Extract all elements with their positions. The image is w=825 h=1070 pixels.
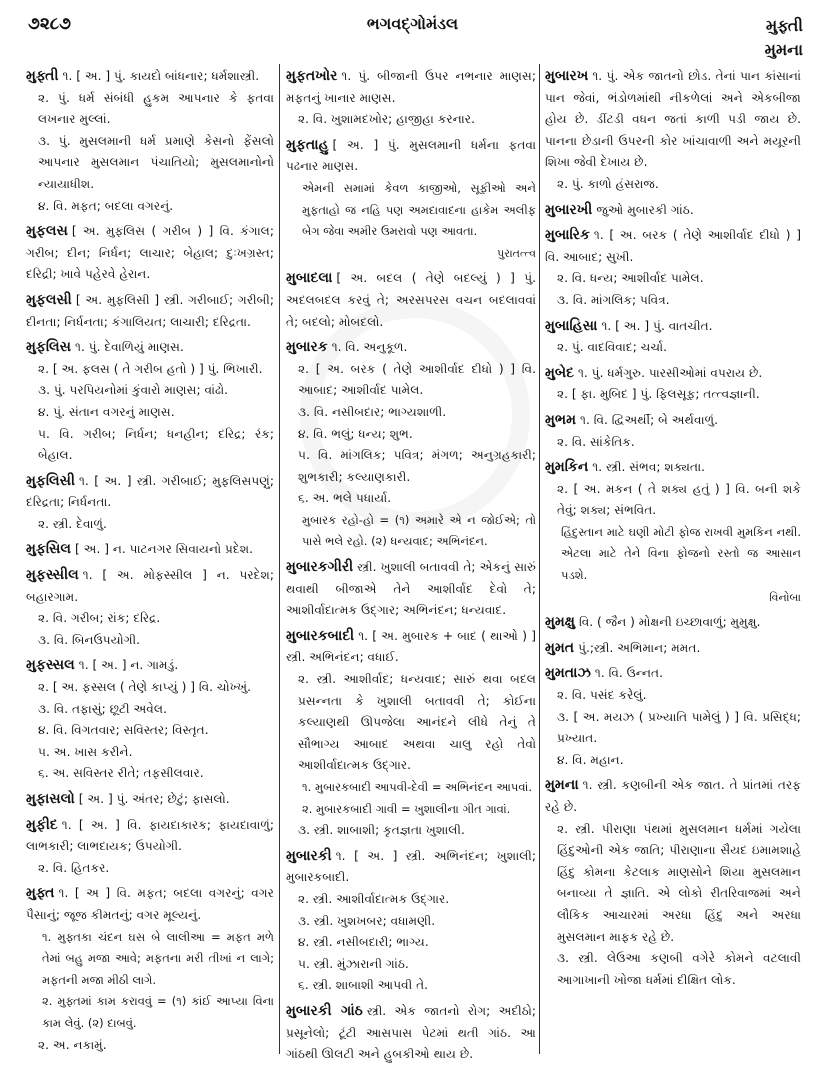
headword: મુબાદલા (286, 270, 333, 287)
entry-main (545, 638, 801, 660)
sense-line: ૪. વિ. વિગતવાર; સવિસ્તર; વિસ્તૃત. (38, 723, 209, 738)
definition: વિ. ( જૈન ) મોક્ષની ઇચ્છાવાળું; મુમુક્ષુ. (578, 615, 761, 630)
entry-main (26, 789, 274, 811)
dictionary-entry (26, 221, 274, 286)
headword: મુબારકી ગાંઠ (286, 1002, 363, 1019)
sense-line: ૩. [ અ. મયઝ ( પ્રખ્યાતિ પામેલું ) ] વિ. પ્રસિદ્ધ; પ્રખ્યાત. (557, 709, 801, 746)
entry-main (545, 663, 801, 685)
dictionary-entry (26, 539, 274, 561)
dictionary-entry (286, 1001, 536, 1066)
dictionary-entry (545, 612, 801, 634)
sense-line: ૬. અ. ભલે પધાર્યા. (298, 491, 392, 506)
definition: ૧. વિ. દ્વિઅર્થી; બે અર્થવાળું. (579, 412, 718, 427)
dictionary-entry (545, 200, 801, 222)
sense-line: ૩. સ્ત્રી. શાબાશી; કૃતજ્ઞતા ખુશાલી. (298, 823, 465, 838)
dictionary-entry (286, 557, 536, 622)
sense-line: ૨. વિ. ખુશામદખોર; હાજીહા કરનાર. (298, 112, 475, 127)
definition: ૧. પું. બીજાની ઉપર નભનાર માણસ; મફતનું ખાનાર માણસ. (286, 69, 536, 105)
usage-example: હિંદુસ્તાન માટે ઘણી મોટી ફોજ રાખવી મુમકિન નથી. એટલા માટે તેને વિના ફોજનો રસ્તો જ આસાન પડશે. (561, 524, 801, 583)
usage-example: એમની સમામાં કેવળ કાજીઓ, સૂફીઓ અને મુફતાહો જ નહિ પણ અમદાવાદના હાકેમ અલીફ બેગ જેવા અમીર ઉમરાવો પણ આવતા. (302, 180, 536, 239)
sense-line: ૩. પું. પરપિયનોમાં કુંવારો માણસ; વાંઢો. (38, 383, 229, 398)
dictionary-entry (545, 363, 801, 406)
usage-example: મુબારક રહો-હો = (૧) અમારે એ ન જોઈએ; તો પાસે ભલે રહો. (૨) ધન્યવાદ; અભિનંદન. (302, 512, 536, 549)
definition: [ અ. ] પું. મુસલમાની ધર્મના ફતવા પઢનાર માણસ. (286, 137, 536, 174)
definition: [ અ. ] પું. અંતર; છેટું; ફાસલો. (78, 792, 230, 806)
dictionary-entry (286, 846, 536, 997)
headword: મુફતખોર (286, 68, 338, 84)
guide-word-last: મુમના (764, 40, 803, 59)
entry-main (26, 66, 274, 88)
definition: પું.;સ્ત્રી. અભિમાન; મમત. (578, 640, 701, 655)
book-title: ભગવદ્ગોમંડલ (366, 14, 459, 33)
sense-line: ૩. સ્ત્રી. લેઉઆ કણબી વગેરે કોમને વટલાવી આગાખાની ખોજા ધર્મમાં દીક્ષિત લોક. (557, 951, 801, 987)
definition: ૧. [ અ. ] વિ. ફાયદાકારક; ફાયદાવાળું; લાભકારી; લાભદાયક; ઉપયોગી. (26, 817, 274, 854)
sense-line: ૨. [ અ. ફલસ ( તે ગરીબ હતો ) ] પું. ભિખારી. (38, 361, 263, 376)
column-2 (286, 66, 536, 1070)
definition: ૧. પું. દેવાળિયું માણસ. (74, 340, 184, 355)
headword: મુબેદ (545, 364, 574, 381)
sense-line: ૩. વિ. તફાસું; છૂટી અવેલ. (38, 701, 167, 716)
headword: મુમક્ષુ (545, 614, 575, 631)
definition: ૧. [ અ. મોફસ્સીલ ] ન. પરદેશ; બહારગામ. (26, 568, 274, 604)
headword: મુફીદ (26, 816, 58, 833)
entry-main (545, 457, 801, 479)
dictionary-entry (26, 471, 274, 536)
entry-main (26, 883, 274, 926)
guide-word-first: મુફ્તી (765, 16, 803, 35)
column-1 (26, 66, 274, 1060)
entry-main (26, 290, 274, 333)
definition: [ અ. મુફલિસી ] સ્ત્રી. ગરીબાઈ; ગરીબી; દીનતા; નિર્ધનતા; કંગાલિયત; લાચારી; દરિદ્રતા. (26, 292, 274, 329)
definition: ૧. પું. એક જાતનો છોડ. તેનાં પાન કાંસાનાં પાન જેવાં, ભંડોળમાંથી નીકળેલાં અને એકબીજા હોય છે. ડીંટડી વધન જતાં કાળી પડી જાય છે. પાનના છેડાની ઉપરની કોર ખાંચાવાળી અને મયૂરની શિખા જેવી દેખાય છે. (545, 69, 801, 170)
sense-line: ૨. સ્ત્રી. પીરાણા પંથમાં મુસલમાન ધર્મમાં ગયેલા હિંદુઓની એક જાતિ; પીરાણાના સૈયદ ઇમામશાહે હિંદુ કોમના કેટલાક માણસોને શિયા મુસલમાન બનાવ્યા તે જ્ઞાતિ. એ લોકો રીતરિવાજમાં અને લૌકિક આચારમાં અરધા હિંદુ અને અરધા મુસલમાન માફક રહે છે. (557, 821, 801, 944)
usage-example: ૧. મુફ્તકા ચંદન ઘસ બે લાલીઆ = મફત મળે તેમાં બહુ મજા આવે; મફતના મરી તીખાં ન લાગે; મફતની મજા મીઠી લાગે. (42, 929, 274, 987)
entry-main (286, 268, 536, 333)
headword: મુફસિલ (26, 541, 71, 558)
headword: મુબાહિસા (545, 317, 598, 334)
definition: [ અ. ] ન. પાટનગર સિવાયનો પ્રદેશ. (74, 542, 253, 557)
sense-line: ૩. વિ. માંગલિક; પવિત્ર. (557, 292, 670, 307)
dictionary-entry (545, 663, 801, 771)
definition: ૧. પું. ધર્મગુરુ. પારસીઓમાં વપરાય છે. (577, 365, 763, 380)
sense-line: ૨. [ અ. મકન ( તે શક્ય હતું ) ] વિ. બની શકે તેવું; શક્ય; સંભવિત. (557, 481, 801, 518)
headword: મુફતાહુ (286, 136, 329, 153)
definition: સ્ત્રી. ખુશાલી બતાવવી તે; એકનું સારું થવાથી બીજાએ તેને આશીર્વાદ દેવો તે; આશીર્વાદાત્મક ઉદ્ગાર; અભિનંદન; ધન્યવાદ. (286, 560, 536, 618)
entry-main (26, 471, 274, 514)
dictionary-entry (286, 135, 536, 265)
dictionary-entry (26, 66, 274, 217)
sense-line: ૩. સ્ત્રી. ખુશખબર; વધામણી. (298, 913, 436, 928)
sense-line: ૨. પું. ધર્મ સંબંધી હુકમ આપનાર કે ફતવા લખનાર મુલ્લાં. (38, 90, 274, 127)
sense-line: ૪. સ્ત્રી. નસીબદારી; ભાગ્ય. (298, 935, 429, 950)
dictionary-entry (545, 410, 801, 453)
headword: મુબારખ (545, 68, 589, 84)
definition: ૧. [ અ. ] સ્ત્રી. અભિનંદન; ખુશાલી; મુબારકબાદી. (286, 848, 536, 885)
dictionary-entry (286, 626, 536, 842)
entry-main (545, 775, 801, 818)
dictionary-entry (286, 66, 536, 131)
entry-main (545, 363, 801, 385)
dictionary-entry (26, 565, 274, 651)
headword: મુફલિસી (26, 472, 75, 489)
usage-example: ૨. મુબારકબાદી ગાવી = ખુશાલીના ગીત ગાવાં. (302, 801, 511, 816)
entry-main (26, 655, 274, 677)
entry-main (545, 410, 801, 432)
dictionary-entry (545, 225, 801, 311)
sense-line: ૨. [ અ. બરક ( તેણે આશીર્વાદ દીધો ) ] વિ. આબાદ; આશીર્વાદ પામેલ. (298, 361, 536, 398)
entry-main (26, 221, 274, 286)
definition: ૧. [ અ. ] પું. કાયદો બાંધનાર; ધર્મશાસ્ત્રી. (62, 69, 260, 83)
entry-main (286, 626, 536, 669)
dictionary-entry (545, 775, 801, 991)
sense-line: ૨. પું. વાદવિવાદ; ચર્ચા. (557, 340, 668, 355)
column-3 (545, 66, 801, 995)
entry-main (26, 565, 274, 608)
sense-line: ૨. સ્ત્રી. આશીર્વાદ; ધન્યવાદ; સારું થવા બદલ પ્રસન્નતા કે ખુશાલી બતાવવી તે; કોઈના કલ્યાણથી ઊપજેલા આનંદને લીધે તેનું તે સૌભાગ્ય આબાદ અથવા ચાલુ રહો તેવો આશીર્વાદાત્મક ઉદ્ગાર. (298, 672, 536, 773)
sense-line: ૪. વિ. ભલું; ધન્ય; શુભ. (298, 426, 413, 441)
headword: મુફસ્સલ (26, 657, 75, 674)
sense-line: ૨. વિ. હિતકર. (38, 860, 110, 875)
headword: મુબારકગીરી (286, 559, 354, 576)
citation-source: વિનોબા (769, 590, 801, 604)
entry-main (545, 200, 801, 222)
entry-main (286, 1001, 536, 1066)
definition: ૧. [ અ ] વિ. મફત; બદલા વગરનું; વગર પૈસાનું; જૂજ કીમતનું; વગર મૂલ્યનું. (26, 886, 274, 922)
definition: ૧. [ અ. ] સ્ત્રી. ગરીબાઈ; મુફલિસપણું; દરિદ્રતા; નિર્ધનતા. (26, 473, 274, 510)
sense-line: ૪. વિ. મફત; બદલા વગરનું. (38, 198, 174, 213)
sense-line: ૨. સ્ત્રી. દેવાળું. (38, 516, 107, 531)
sense-line: ૪. વિ. મહાન. (557, 752, 624, 767)
definition: [ અ. મુફલિસ ( ગરીબ ) ] વિ. કંગાલ; ગરીબ; દીન; નિર્ધન; લાચાર; બેહાલ; દુઃખગ્રસ્ત; દરિદ્રી; ખાવે પહેરવે હેરાન. (26, 224, 274, 282)
entry-main (286, 337, 536, 359)
entry-main (26, 337, 274, 359)
headword: મુબારકબાદી (286, 627, 355, 644)
entry-main (286, 135, 536, 178)
sense-line: ૨. અ. નકામું. (38, 1037, 107, 1052)
definition: [ અ. બદલ ( તેણે બદલ્યું ) ] પું. અદલબદલ કરવું તે; અરસપરસ વચન બદલાવવાં તે; બદલો; મોબદલો. (286, 271, 536, 329)
headword: મુફલસ (26, 223, 68, 240)
entry-main (286, 846, 536, 889)
citation-source: પુરાતત્ત્વ (497, 246, 536, 260)
sense-line: ૨. વિ. ગરીબ; રાંક; દરિદ્ર. (38, 611, 161, 626)
headword: મુબારકી (286, 847, 332, 864)
entry-main (545, 225, 801, 268)
guide-words (765, 14, 803, 62)
sense-line: ૬. અ. સવિસ્તર રીતે; તફસીલવાર. (38, 766, 204, 781)
column-divider (539, 64, 540, 1054)
dictionary-entry (26, 789, 274, 811)
headword: મુફ્ત (26, 885, 55, 902)
dictionary-entry (26, 290, 274, 333)
sense-line: ૩. વિ. નસીબદાર; ભાગ્યશાળી. (298, 404, 447, 419)
sense-line: ૫. સ્ત્રી. મુંઝારાની ગાંઠ. (298, 956, 409, 971)
sense-line: ૨. વિ. પસંદ કરેલું. (557, 688, 647, 703)
entry-main (545, 612, 801, 634)
sense-line: ૩. વિ. બિનઉપયોગી. (38, 632, 140, 647)
entry-main (26, 815, 274, 858)
definition: ૧. [ અ. ] પું. વાતચીત. (601, 318, 713, 333)
dictionary-entry (26, 883, 274, 1056)
definition: સ્ત્રી. એક જાતનો રોગ; અદીઠો; પ્રસૂનેલો; ટૂંટી આસપાસ પેટમાં થતી ગાંઠ. આ ગાંઠથી ઊલટી અને હુબકીઓ થાય છે. (286, 1003, 536, 1062)
dictionary-entry (286, 337, 536, 553)
usage-example: ૨. મુફ્તમાં કામ કરાવવું = (૧) કાંઈ આપ્યા વિના કામ લેવું. (૨) દાબવું. (42, 994, 274, 1030)
sense-line: ૫. અ. ખાસ કરીને. (38, 744, 133, 759)
definition: ૧. વિ. અનુકૂળ. (331, 340, 408, 355)
headword: મુફાસલો (26, 791, 75, 807)
headword: મુફલિસ (26, 339, 71, 356)
dictionary-entry (26, 337, 274, 467)
sense-line: ૪. પું. સંતાન વગરનું માણસ. (38, 404, 175, 419)
sense-line: ૬. સ્ત્રી. શાબાશી આપવી તે. (298, 978, 429, 993)
entry-main (26, 539, 274, 561)
headword: મુભમ (545, 411, 576, 428)
headword: મુબારખી (545, 201, 593, 218)
entry-main (286, 557, 536, 622)
dictionary-entry (545, 638, 801, 660)
definition: ૧. વિ. ઉન્નત. (594, 666, 664, 681)
dictionary-entry (545, 66, 801, 196)
sense-line: ૨. [ અ. ફસ્સલ ( તેણે કાપ્યું ) ] વિ. ચોખ્ખું. (38, 680, 252, 695)
definition: ૧. સ્ત્રી. કણબીની એક જાત. તે પ્રાંતમાં તરફ રહે છે. (545, 778, 801, 814)
definition: ૧. [ અ. બરક ( તેણે આશીર્વાદ દીધો ) ] વિ. આબાદ; સુખી. (545, 228, 801, 264)
dictionary-entry (26, 815, 274, 880)
headword: મુમના (545, 777, 579, 794)
sense-line: ૨. [ ફા. મુબિદ ] પું. ફિલસૂફ; તત્ત્વજ્ઞાની. (557, 387, 760, 402)
definition: ૧. સ્ત્રી. સંભવ; શક્યતા. (592, 460, 705, 475)
definition: ૧. [ અ. ] ન. ગામડું. (78, 658, 179, 673)
entry-main (286, 66, 536, 109)
headword: મુફસ્સીલ (26, 567, 79, 584)
headword: મુબારક (286, 339, 328, 356)
sense-line: ૨. વિ. ધન્ય; આશીર્વાદ પામેલ. (557, 271, 704, 286)
definition: ૧. [ અ. મુબારક + બાદ ( થાઓ ) ] સ્ત્રી. અભિનંદન; વધાઈ. (286, 628, 536, 665)
entry-main (545, 316, 801, 338)
headword: મુફ્તી (26, 68, 59, 84)
column-divider (279, 64, 280, 1054)
headword: મુમતાઝ (545, 665, 591, 682)
sense-line: ૫. વિ. માંગલિક; પવિત્ર; મંગળ; અનુગ્રહકારી; શુભકારી; કલ્યાણકારી. (298, 448, 536, 484)
headword: મુબારિક (545, 227, 590, 244)
sense-line: ૨. સ્ત્રી. આશીર્વાદાત્મક ઉદ્ગાર. (298, 891, 450, 906)
sense-line: ૨. વિ. સાંકેતિક. (557, 434, 635, 449)
headword: મુમત (545, 639, 575, 656)
dictionary-entry (545, 457, 801, 608)
headword: મુમકિન (545, 459, 589, 476)
dictionary-entry (286, 268, 536, 333)
sense-line: ૩. પું. મુસલમાની ધર્મ પ્રમાણે કેસનો ફેંસલો આપનાર મુસલમાન પંચાતિયો; મુસલમાનોનો ન્યાયાધીશ. (38, 133, 274, 191)
usage-example: ૧. મુબારકબાદી આપવી-દેવી = અભિનંદન આપવાં. (302, 780, 533, 794)
sense-line: ૨. પું. કાળો હંસરાજ. (557, 176, 659, 191)
sense-line: ૫. વિ. ગરીબ; નિર્ધન; ધનહીન; દરિદ્ર; રંક; બેહાલ. (38, 426, 274, 463)
entry-main (545, 66, 801, 174)
headword: મુફલસી (26, 291, 72, 308)
definition: જુઓ મુબારકી ગાંઠ. (596, 202, 694, 217)
dictionary-entry (26, 655, 274, 785)
dictionary-entry (545, 316, 801, 359)
page-number: ૭૨૮૭ (28, 14, 71, 34)
